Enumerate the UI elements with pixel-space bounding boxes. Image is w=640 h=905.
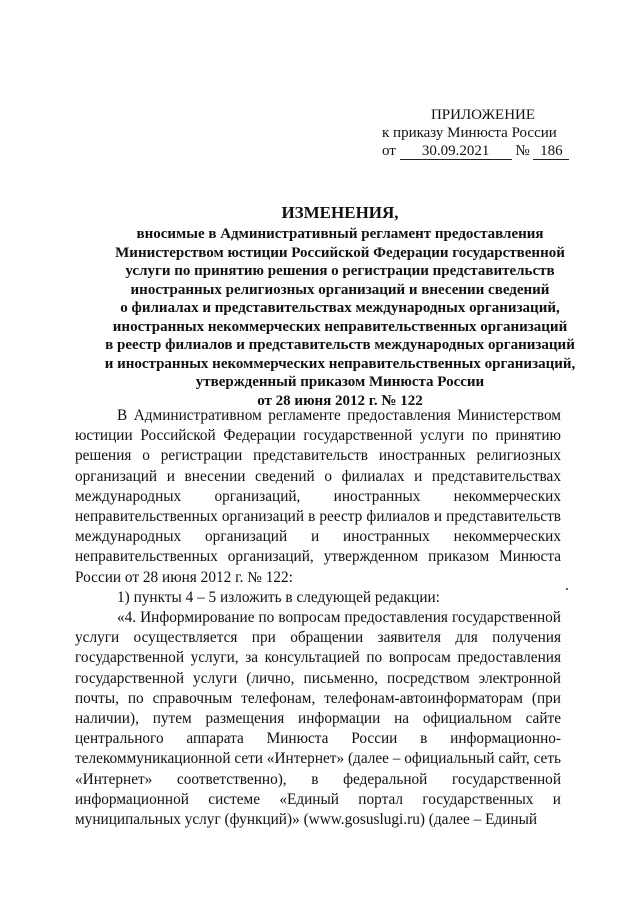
item-paragraph: 1) пункты 4 – 5 изложить в следующей редакции: (117, 588, 440, 606)
heading-line: Министерством юстиции Российской Федерации государственной (115, 244, 565, 261)
heading-line: вносимые в Административный регламент предоставления (136, 226, 544, 242)
appendix-title: ПРИЛОЖЕНИЕ (430, 107, 536, 123)
order-date: 30.09.2021 (400, 144, 512, 160)
heading-line: иностранных некоммерческих неправительственных организаций (112, 318, 568, 335)
appendix-date-number-line (382, 142, 572, 160)
intro-paragraph: В Административном регламенте предоставления Министерством юстиции Российской Федерации государственной услуги по принятию решения о регистрации представительств иностранных религиозных организаций и внесении сведений о филиалах и представительствах международных организаций, иностранных некоммерческих неправительственных организаций в реестр филиалов и представительств международных организаций и иностранных некоммерческих неправительственных организаций, утвержденном приказом Минюста России от 28 июня 2012 г. № 122: (75, 407, 561, 586)
heading-line: от 28 июня 2012 г. № 122 (257, 392, 423, 409)
scan-speck (566, 588, 568, 590)
number-prefix: № (515, 143, 530, 159)
heading-line: о филиалах и представительствах международных организаций, (120, 300, 560, 316)
appendix-order-reference: к приказу Минюста России (382, 125, 557, 141)
heading-line: в реестр филиалов и представительств международных организаций (105, 337, 575, 353)
heading-title: ИЗМЕНЕНИЯ, (281, 203, 399, 222)
appendix-block (382, 106, 572, 160)
heading-line: утвержденный приказом Минюста России (195, 374, 485, 390)
heading-line: иностранных религиозных организаций и внесении сведений (130, 281, 550, 298)
amendment-paragraph: «4. Информирование по вопросам предоставления государственной услуги осуществляется при обращении заявителя для получения государственной услуги, за консультацией по вопросам предоставления государственной услуги (лично, письменно, посредством электронной почты, по справочным телефонам, телефонам-автоинформаторам (при наличии), путем размещения информации на официальном сайте центрального аппарата Минюста России в информационно-телекоммуникационной сети «Интернет» (далее – официальный сайт, сеть «Интернет» соответственно), в федеральной государственной информационной системе «Единый портал государственных и муниципальных услуг (функций)» (www.gosuslugi.ru) (далее – Единый (75, 609, 561, 829)
document-heading (60, 203, 620, 410)
heading-line: услуги по принятию решения о регистрации представительств (125, 263, 555, 279)
heading-line: и иностранных некоммерческих неправительственных организаций, (104, 355, 576, 372)
document-body (75, 406, 561, 830)
date-prefix: от (382, 143, 396, 159)
order-number: 186 (533, 144, 569, 160)
